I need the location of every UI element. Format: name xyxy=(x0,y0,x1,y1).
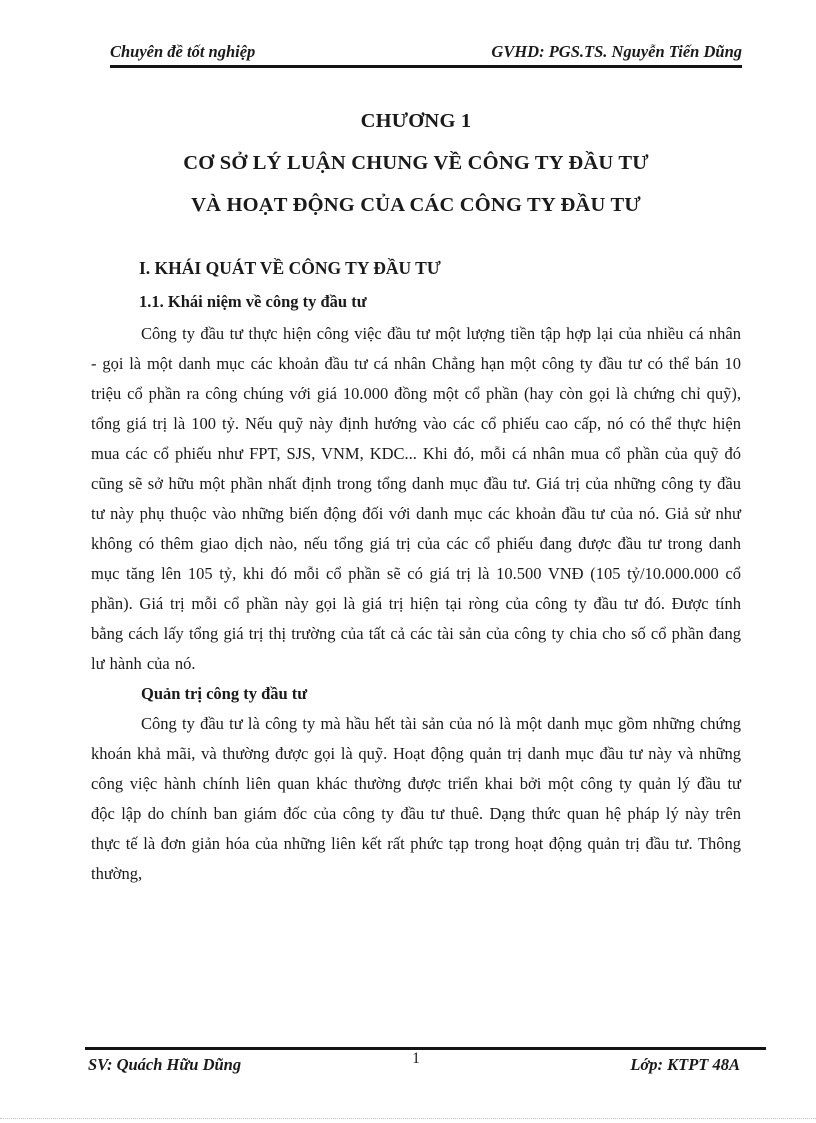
page-header xyxy=(110,42,742,68)
subsection-heading: 1.1. Khái niệm về công ty đầu tư xyxy=(139,292,367,311)
paragraph-2: Công ty đầu tư là công ty mà hầu hết tài sản của nó là một danh mục gồm những chứng khoán khả mãi, và thường được gọi là quỹ. Hoạt động quản trị danh mục đầu tư này và những công việc hành chính liên quan khác thường được triển khai bởi một công ty quản lý đầu tư độc lập do chính ban giám đốc của công ty đầu tư thuê. Dạng thức quan hệ pháp lý này trên thực tế là đơn giản hóa của những liên kết rất phức tạp trong hoạt động quản trị đầu tư. Thông thường, xyxy=(91,714,741,883)
footer-right-text: Lớp: KTPT 48A xyxy=(630,1055,740,1074)
chapter-number: CHƯƠNG 1 xyxy=(360,110,472,132)
inline-heading: Quản trị công ty đầu tư xyxy=(141,684,308,703)
paragraph-1: Công ty đầu tư thực hiện công việc đầu tư một lượng tiền tập hợp lại của nhiều cá nhân - gọi là một danh mục các khoản đầu tư cá nhân Chẳng hạn một công ty đầu tư có thể bán 10 triệu cổ phần ra công chúng với giá 10.000 đồng một cổ phần (hay còn gọi là chứng chỉ quỹ), tổng giá trị là 100 tỷ. Nếu quỹ này định hướng vào các cổ phiếu cao cấp, nó có thể thực hiện mua các cổ phiếu như FPT, SJS, VNM, KDC... Khi đó, mỗi cá nhân mua cổ phần của quỹ đó cũng sẽ sở hữu một phần nhất định trong tổng danh mục đầu tư. Giá trị của những công ty đầu tư này phụ thuộc vào những biến động đối với danh mục các khoản đầu tư của nó. Giả sử như không có thêm giao dịch nào, nếu tổng giá trị của các cổ phiếu đang được đầu tư trong danh mục tăng lên 105 tỷ, khi đó mỗi cổ phần sẽ có giá trị là 10.500 VNĐ (105 tỷ/10.000.000 cổ phần). Giá trị mỗi cổ phần này gọi là giá trị hiện tại ròng của công ty đầu tư đó. Được tính bằng cách lấy tổng giá trị thị trường của tất cả các tài sản của công ty chia cho số cổ phần đang lư hành của nó. xyxy=(91,324,741,673)
header-left-text: Chuyên đề tốt nghiệp xyxy=(110,42,256,61)
document-body xyxy=(91,100,741,889)
page-footer xyxy=(88,1055,740,1075)
page-boundary-dotted-line xyxy=(0,1118,816,1119)
chapter-title-line-1: CƠ SỞ LÝ LUẬN CHUNG VỀ CÔNG TY ĐẦU TƯ xyxy=(183,152,649,174)
footer-left-text: SV: Quách Hữu Dũng xyxy=(88,1055,242,1074)
chapter-title-line-2: VÀ HOẠT ĐỘNG CỦA CÁC CÔNG TY ĐẦU TƯ xyxy=(191,194,641,216)
section-heading: I. KHÁI QUÁT VỀ CÔNG TY ĐẦU TƯ xyxy=(139,258,441,278)
chapter-title-block xyxy=(91,100,741,226)
page-number: 1 xyxy=(412,1050,420,1067)
header-right-text: GVHD: PGS.TS. Nguyễn Tiến Dũng xyxy=(491,42,742,61)
